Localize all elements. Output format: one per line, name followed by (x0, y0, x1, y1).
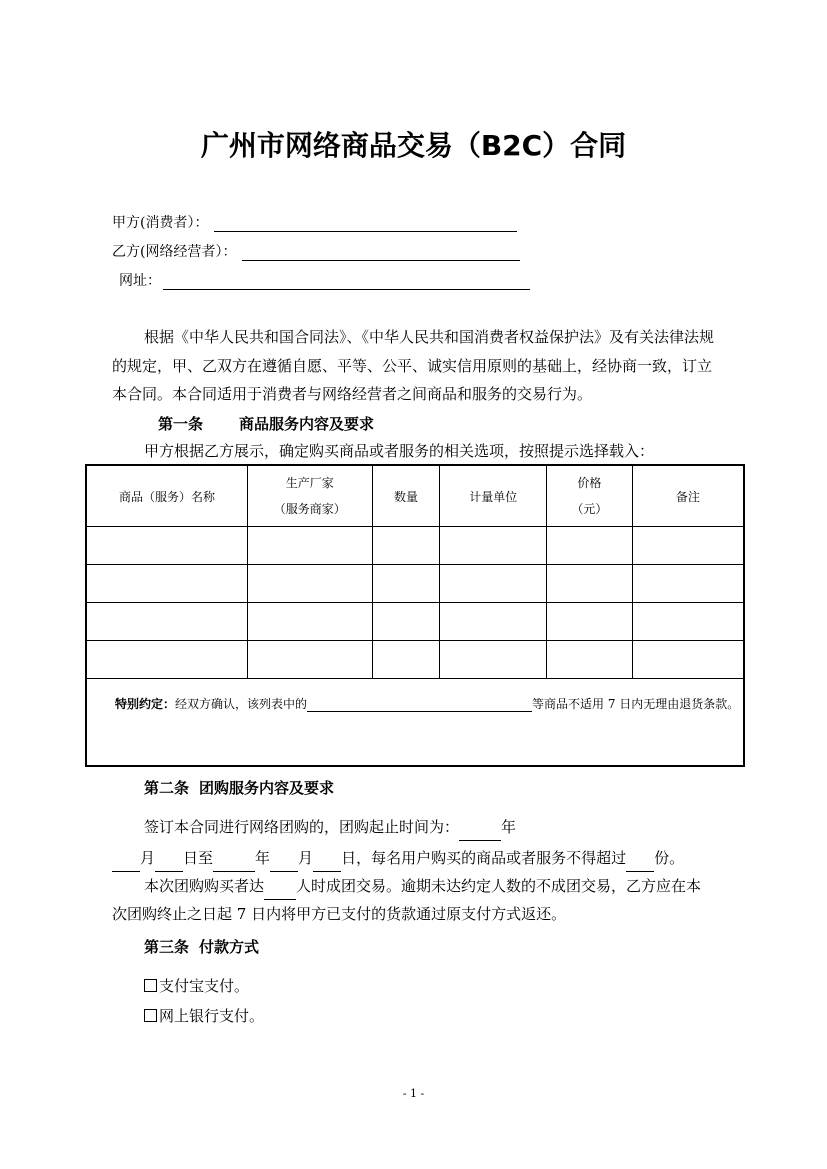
month-label: 月 (140, 849, 156, 867)
payment-option-alipay-label: 支付宝支付。 (159, 977, 250, 995)
table-cell[interactable] (547, 565, 633, 603)
article3-number: 第三条 (144, 938, 190, 956)
preamble-line-1: 根据《中华人民共和国合同法》、《中华人民共和国消费者权益保护法》及有关法律法规 (144, 328, 715, 346)
table-cell[interactable] (247, 565, 372, 603)
document-title: 广州市网络商品交易（B2C）合同 (200, 129, 627, 162)
table-header-row (86, 465, 744, 527)
party-a-blank[interactable] (214, 217, 517, 232)
article2-line1-text: 签订本合同进行网络团购的，团购起止时间为： (144, 818, 460, 836)
end-day-blank[interactable] (313, 857, 341, 872)
party-b-line (112, 241, 520, 261)
header-unit: 计量单位 (440, 465, 547, 527)
table-cell[interactable] (547, 603, 633, 641)
payment-option-online-bank[interactable] (144, 1002, 264, 1030)
party-b-label: 乙方(网络经营者）： (112, 244, 237, 260)
day-to-label: 日至 (183, 849, 214, 867)
month-label: 月 (298, 849, 314, 867)
checkbox-icon[interactable] (144, 1009, 157, 1022)
table-cell[interactable] (440, 603, 547, 641)
article2-title: 团购服务内容及要求 (199, 779, 335, 797)
header-maker-line1: 生产厂家 (285, 476, 334, 490)
table-cell[interactable] (547, 641, 633, 679)
table-cell[interactable] (86, 527, 247, 565)
table-cell[interactable] (247, 641, 372, 679)
article2-line-4: 次团购终止之日起 7 日内将甲方已支付的货款通过原支付方式返还。 (112, 905, 567, 923)
article3-heading (144, 933, 259, 961)
table-cell[interactable] (86, 603, 247, 641)
article2-heading (144, 774, 334, 802)
table-cell[interactable] (440, 641, 547, 679)
special-agreement-blank[interactable] (307, 699, 532, 712)
special-agreement-row (86, 679, 744, 767)
start-day-blank[interactable] (155, 857, 183, 872)
table-row (86, 603, 744, 641)
table-cell[interactable] (440, 527, 547, 565)
preamble-line-3: 本合同。本合同适用于消费者与网络经营者之间商品和服务的交易行为。 (112, 385, 593, 403)
article1-intro: 甲方根据乙方展示，确定购买商品或者服务的相关选项，按照提示选择载入： (144, 442, 655, 460)
table-cell[interactable] (372, 527, 440, 565)
table-cell[interactable] (372, 641, 440, 679)
table-row (86, 527, 744, 565)
website-line (119, 270, 530, 290)
header-name: 商品（服务）名称 (86, 465, 247, 527)
end-month-blank[interactable] (270, 857, 298, 872)
special-agreement-label: 特别约定： (115, 697, 176, 711)
payment-option-alipay[interactable] (144, 972, 249, 1000)
table-row (86, 641, 744, 679)
special-agreement-cell (86, 679, 744, 767)
end-year-blank[interactable] (213, 857, 255, 872)
header-price-line2: （元） (571, 502, 608, 516)
start-month-blank[interactable] (112, 857, 140, 872)
table-cell[interactable] (632, 565, 744, 603)
article2-line-3 (144, 872, 701, 900)
table-cell[interactable] (440, 565, 547, 603)
header-price-line1: 价格 (577, 476, 602, 490)
special-agreement-text-1: 经双方确认，该列表中的 (175, 697, 308, 711)
party-a-label: 甲方(消费者）： (112, 215, 209, 231)
article1-heading (158, 410, 374, 438)
page-number: - 1 - (402, 1087, 425, 1100)
article2-line-1 (144, 813, 516, 841)
table-cell[interactable] (86, 641, 247, 679)
special-agreement-text-2: 等商品不适用 7 日内无理由退货条款。 (532, 697, 740, 711)
website-blank[interactable] (163, 275, 530, 290)
article1-title: 商品服务内容及要求 (239, 415, 375, 433)
article2-line-2 (112, 844, 684, 872)
goods-table (85, 464, 745, 767)
article1-number: 第一条 (158, 415, 204, 433)
table-cell[interactable] (372, 565, 440, 603)
table-row (86, 565, 744, 603)
header-maker (247, 465, 372, 527)
table-cell[interactable] (247, 603, 372, 641)
table-cell[interactable] (632, 603, 744, 641)
table-cell[interactable] (86, 565, 247, 603)
group-size-blank[interactable] (264, 885, 296, 900)
header-remark: 备注 (632, 465, 744, 527)
year-label: 年 (501, 818, 517, 836)
table-cell[interactable] (632, 641, 744, 679)
payment-option-online-bank-label: 网上银行支付。 (159, 1007, 265, 1025)
article3-title: 付款方式 (199, 938, 260, 956)
year-label: 年 (255, 849, 271, 867)
start-year-blank[interactable] (459, 826, 501, 841)
day-limit-text: 日，每名用户购买的商品或者服务不得超过 (341, 849, 627, 867)
table-cell[interactable] (372, 603, 440, 641)
party-a-line (112, 212, 517, 232)
article2-line3-text-b: 人时成团交易。逾期未达约定人数的不成团交易，乙方应在本 (296, 877, 702, 895)
article2-number: 第二条 (144, 779, 190, 797)
checkbox-icon[interactable] (144, 979, 157, 992)
table-cell[interactable] (547, 527, 633, 565)
header-price (547, 465, 633, 527)
table-cell[interactable] (247, 527, 372, 565)
party-b-blank[interactable] (242, 246, 520, 261)
preamble-line-2: 的规定，甲、乙双方在遵循自愿、平等、公平、诚实信用原则的基础上，经协商一致，订立 (112, 357, 713, 375)
table-cell[interactable] (632, 527, 744, 565)
article2-line3-text-a: 本次团购购买者达 (144, 877, 265, 895)
header-qty: 数量 (372, 465, 440, 527)
portion-label: 份。 (654, 849, 685, 867)
website-label: 网址： (119, 273, 161, 289)
header-maker-line2: （服务商家） (273, 502, 346, 516)
portion-limit-blank[interactable] (626, 857, 654, 872)
